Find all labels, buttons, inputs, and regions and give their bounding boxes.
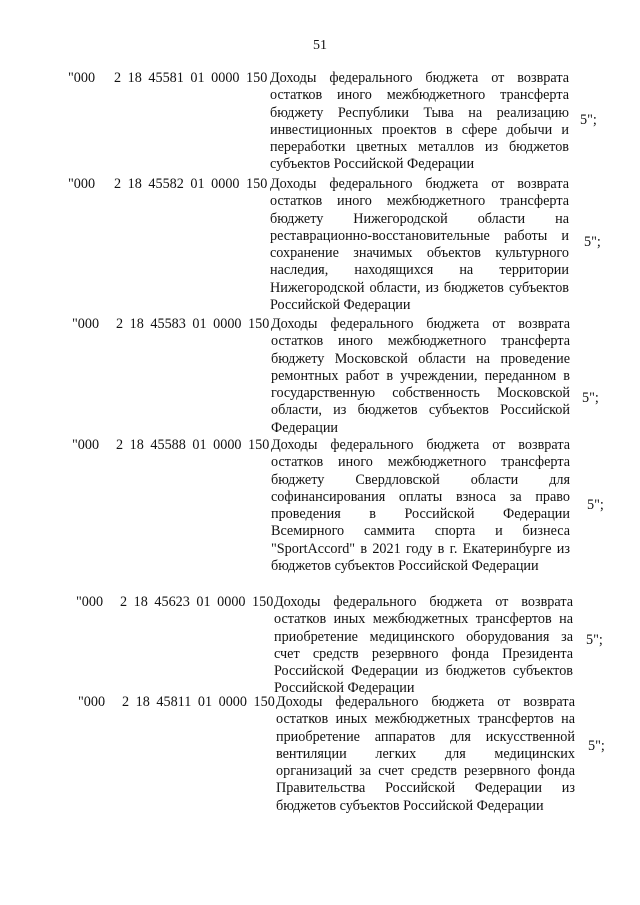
row-prefix: "000 bbox=[72, 437, 100, 453]
budget-classification-code: 2 18 45581 01 0000 150 bbox=[114, 70, 268, 86]
row-rate: 5"; bbox=[586, 632, 603, 648]
row-rate: 5"; bbox=[588, 738, 605, 754]
row-description: Доходы федерального бюджета от возврата остатков иных межбюджетных трансфертов на приобретение медицинского оборудования за счет средств резервного фонда Президента Российской Федерации из бюджетов субъектов Российской Федерации bbox=[274, 594, 573, 697]
row-prefix: "000 bbox=[76, 594, 104, 610]
row-rate: 5"; bbox=[580, 112, 597, 128]
row-prefix: "000 bbox=[68, 70, 96, 86]
budget-classification-code: 2 18 45623 01 0000 150 bbox=[120, 594, 274, 610]
budget-classification-code: 2 18 45811 01 0000 150 bbox=[122, 694, 275, 710]
row-rate: 5"; bbox=[582, 390, 599, 406]
row-rate: 5"; bbox=[587, 497, 604, 513]
row-description: Доходы федерального бюджета от возврата остатков иных межбюджетных трансфертов на приобретение аппаратов для искусственной вентиляции легких для медицинских организаций за счет средств резервного фонда Правительства Российской Федерации из бюджетов субъектов Российской Федерации bbox=[276, 694, 575, 814]
row-prefix: "000 bbox=[72, 316, 100, 332]
row-prefix: "000 bbox=[78, 694, 106, 710]
row-rate: 5"; bbox=[584, 234, 601, 250]
row-description: Доходы федерального бюджета от возврата остатков иного межбюджетного трансферта бюджету Республики Тыва на реализацию инвестиционных проектов в сфере добычи и переработки цветных металлов из бюджетов субъектов Российской Федерации bbox=[270, 70, 569, 173]
row-description: Доходы федерального бюджета от возврата остатков иного межбюджетного трансферта бюджету Московской области на проведение ремонтных работ в учреждении, переданном в государственную собственность Московской области, из бюджетов субъектов Российской Федерации bbox=[271, 316, 570, 436]
row-description: Доходы федерального бюджета от возврата остатков иного межбюджетного трансферта бюджету Свердловской области для софинансирования оплаты взноса за право проведения в Российской Федерации Всемирного саммита спорта и бизнеса "SportAccord" в 2021 году в г. Екатеринбурге из бюджетов субъектов Российской Федерации bbox=[271, 437, 570, 575]
row-prefix: "000 bbox=[68, 176, 96, 192]
page-number: 51 bbox=[313, 38, 327, 53]
budget-classification-code: 2 18 45582 01 0000 150 bbox=[114, 176, 268, 192]
budget-classification-code: 2 18 45583 01 0000 150 bbox=[116, 316, 270, 332]
budget-classification-code: 2 18 45588 01 0000 150 bbox=[116, 437, 270, 453]
row-description: Доходы федерального бюджета от возврата остатков иного межбюджетного трансферта бюджету Нижегородской области на реставрационно-восстановительные работы и сохранение значимых объектов культурного наследия, находящихся на территории Нижегородской области, из бюджетов субъектов Российской Федерации bbox=[270, 176, 569, 314]
